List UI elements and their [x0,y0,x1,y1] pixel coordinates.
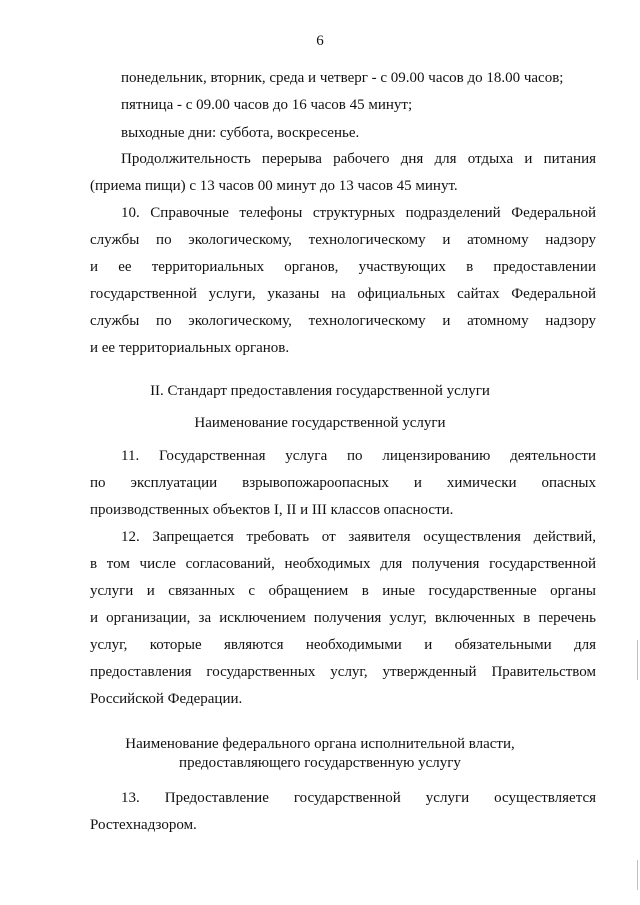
schedule-line: понедельник, вторник, среда и четверг - с 09.00 часов до 18.00 часов; [121,70,564,86]
paragraph-10-line: и ее территориальных органов. [90,340,290,356]
paragraph-10-line: 10. Справочные телефоны структурных подразделений Федеральной [121,205,596,221]
paragraph-12-line: предоставления государственных услуг, утвержденный Правительством [90,664,596,680]
paragraph-12-line: 12. Запрещается требовать от заявителя осуществления действий, [121,529,596,545]
paragraph-13-line: Ростехнадзором. [90,817,197,833]
scan-edge-mark [637,860,638,890]
paragraph-12-line: и организации, за исключением получения услуг, включенных в перечень [90,610,596,626]
break-paragraph-line: (приема пищи) с 13 часов 00 минут до 13 часов 45 минут. [90,178,458,194]
paragraph-12-line: Российской Федерации. [90,691,243,707]
schedule-line: выходные дни: суббота, воскресенье. [121,125,360,141]
subtitle-authority-line: предоставляющего государственную услугу [179,755,461,771]
paragraph-12-line: услуг, которые являются необходимыми и обязательными для [90,637,596,653]
paragraph-13-line: 13. Предоставление государственной услуги осуществляется [121,790,596,806]
paragraph-10-line: и ее территориальных органов, участвующих в предоставлении [90,259,596,275]
paragraph-12-line: в том числе согласований, необходимых для получения государственной [90,556,596,572]
subtitle-service-name: Наименование государственной услуги [194,415,446,431]
paragraph-11-line: 11. Государственная услуга по лицензированию деятельности [121,448,596,464]
paragraph-11-line: производственных объектов I, II и III классов опасности. [90,502,454,518]
paragraph-10-line: службы по экологическому, технологическому и атомному надзору [90,232,596,248]
paragraph-10-line: службы по экологическому, технологическому и атомному надзору [90,313,596,329]
scan-edge-mark [637,640,638,680]
page-number: 6 [316,33,324,49]
paragraph-12-line: услуги и связанных с обращением в иные государственные органы [90,583,596,599]
subtitle-authority-line: Наименование федерального органа исполнительной власти, [125,736,515,752]
schedule-line: пятница - с 09.00 часов до 16 часов 45 минут; [121,97,413,113]
section-title: II. Стандарт предоставления государственной услуги [150,383,490,399]
paragraph-11-line: по эксплуатации взрывопожароопасных и химически опасных [90,475,596,491]
break-paragraph-line: Продолжительность перерыва рабочего дня для отдыха и питания [121,151,596,167]
paragraph-10-line: государственной услуги, указаны на официальных сайтах Федеральной [90,286,596,302]
